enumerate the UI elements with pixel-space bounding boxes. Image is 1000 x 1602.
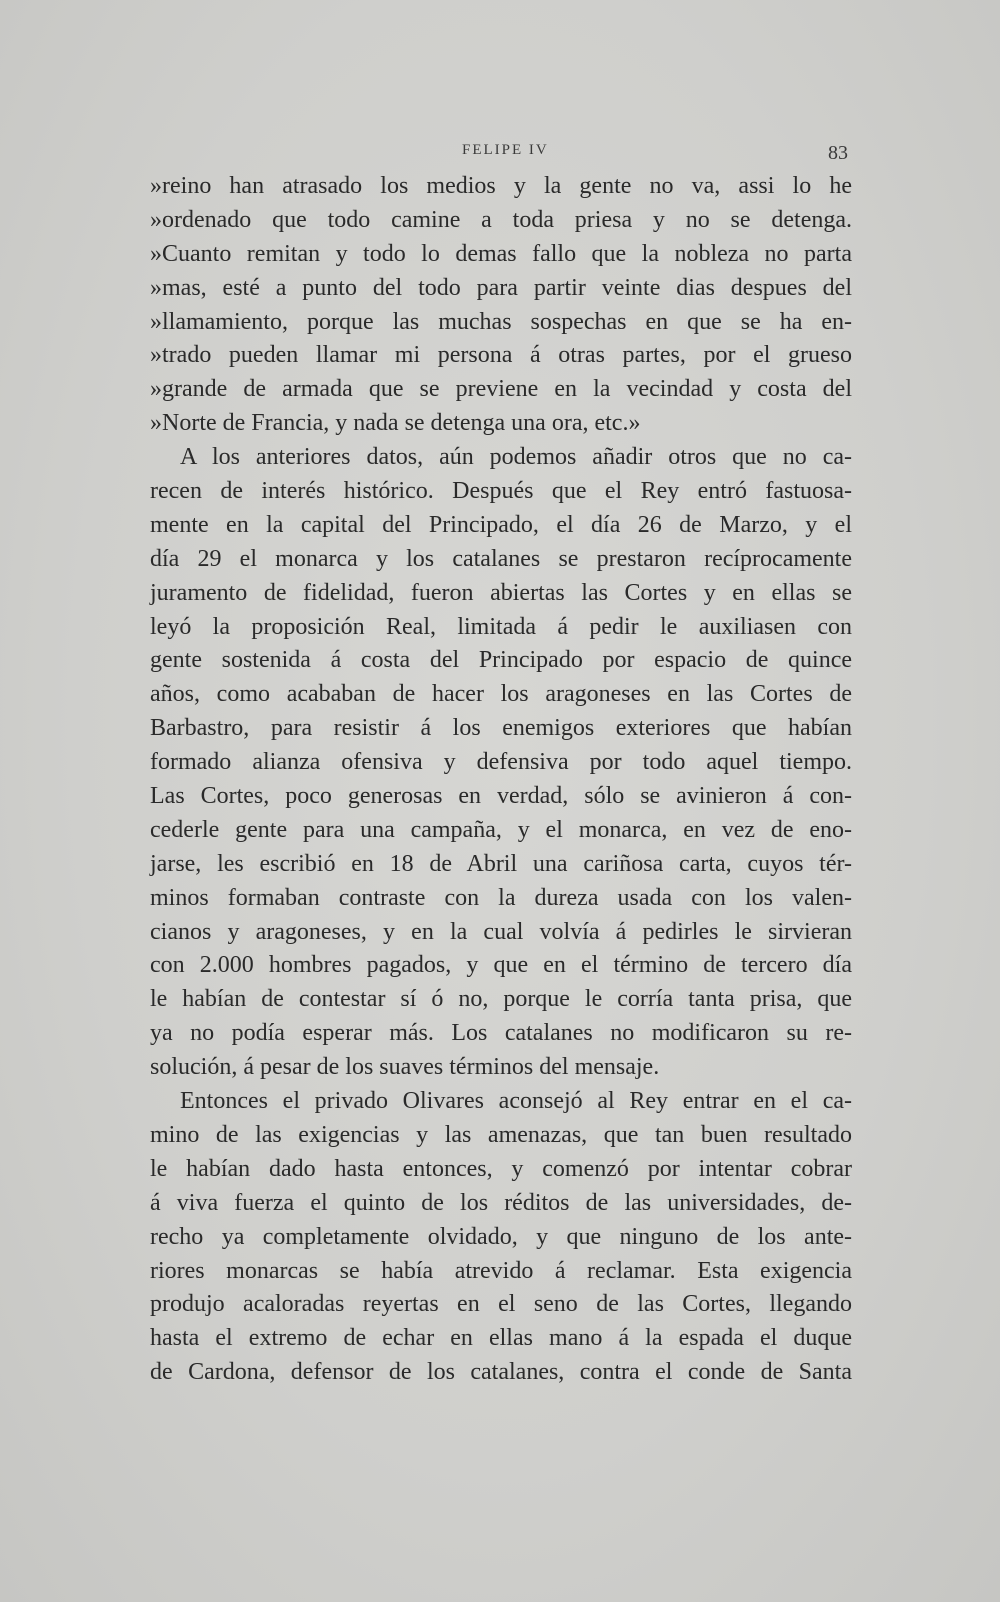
text-line: formado alianza ofensiva y defensiva por todo aquel tiempo. bbox=[150, 749, 852, 776]
text-line: le habían de contestar sí ó no, porque le corría tanta prisa, que bbox=[150, 986, 852, 1013]
text-line: produjo acaloradas reyertas en el seno de las Cortes, llegando bbox=[150, 1291, 852, 1318]
text-line: le habían dado hasta entonces, y comenzó por intentar cobrar bbox=[150, 1155, 852, 1182]
text-line: Barbastro, para resistir á los enemigos exteriores que habían bbox=[150, 715, 852, 742]
text-line: »mas, esté a punto del todo para partir veinte dias despues del bbox=[150, 274, 852, 301]
text-line: con 2.000 hombres pagados, y que en el término de tercero día bbox=[150, 952, 852, 979]
paragraph-start: Entonces el privado Olivares aconsejó al Rey entrar en el ca- bbox=[180, 1088, 852, 1115]
text-line: mino de las exigencias y las amenazas, que tan buen resultado bbox=[150, 1121, 852, 1148]
text-line: hasta el extremo de echar en ellas mano á la espada el duque bbox=[150, 1325, 852, 1352]
text-line: Las Cortes, poco generosas en verdad, sólo se avinieron á con- bbox=[150, 783, 852, 810]
text-line: riores monarcas se había atrevido á reclamar. Esta exigencia bbox=[150, 1257, 852, 1284]
text-line: recen de interés histórico. Después que el Rey entró fastuosa- bbox=[150, 478, 852, 505]
text-line: ya no podía esperar más. Los catalanes no modificaron su re- bbox=[150, 1020, 852, 1047]
page-number: 83 bbox=[828, 142, 848, 164]
text-line: »reino han atrasado los medios y la gente no va, assi lo he bbox=[150, 173, 852, 199]
text-line: de Cardona, defensor de los catalanes, contra el conde de Santa bbox=[150, 1359, 852, 1386]
text-line: juramento de fidelidad, fueron abiertas las Cortes y en ellas se bbox=[150, 579, 852, 606]
text-line: »llamamiento, porque las muchas sospechas en que se ha en- bbox=[150, 308, 852, 335]
text-line: »Norte de Francia, y nada se detenga una ora, etc.» bbox=[150, 410, 641, 437]
text-line: »grande de armada que se previene en la vecindad y costa del bbox=[150, 376, 852, 403]
running-head: FELIPE IV bbox=[462, 142, 549, 158]
text-line: recho ya completamente olvidado, y que ninguno de los ante- bbox=[150, 1223, 852, 1250]
text-line: leyó la proposición Real, limitada á pedir le auxiliasen con bbox=[150, 613, 852, 640]
text-line: cianos y aragoneses, y en la cual volvía á pedirles le sirvieran bbox=[150, 918, 852, 945]
text-line: años, como acababan de hacer los aragoneses en las Cortes de bbox=[150, 681, 852, 708]
text-line: mente en la capital del Principado, el día 26 de Marzo, y el bbox=[150, 511, 852, 538]
text-line: solución, á pesar de los suaves términos del mensaje. bbox=[150, 1054, 660, 1081]
text-line: á viva fuerza el quinto de los réditos de las universidades, de- bbox=[150, 1189, 852, 1216]
text-line: jarse, les escribió en 18 de Abril una cariñosa carta, cuyos tér- bbox=[150, 850, 852, 877]
text-line: gente sostenida á costa del Principado por espacio de quince bbox=[150, 647, 852, 674]
text-line: día 29 el monarca y los catalanes se prestaron recíprocamente bbox=[150, 545, 852, 572]
text-line: »ordenado que todo camine a toda priesa y no se detenga. bbox=[150, 206, 852, 233]
paragraph-start: A los anteriores datos, aún podemos añadir otros que no ca- bbox=[180, 444, 852, 471]
body-text bbox=[150, 170, 852, 1390]
text-line: minos formaban contraste con la dureza usada con los valen- bbox=[150, 884, 852, 911]
text-line: »trado pueden llamar mi persona á otras partes, por el grueso bbox=[150, 342, 852, 369]
text-line: cederle gente para una campaña, y el monarca, en vez de eno- bbox=[150, 816, 852, 843]
text-line: »Cuanto remitan y todo lo demas fallo que la nobleza no parta bbox=[150, 240, 852, 267]
